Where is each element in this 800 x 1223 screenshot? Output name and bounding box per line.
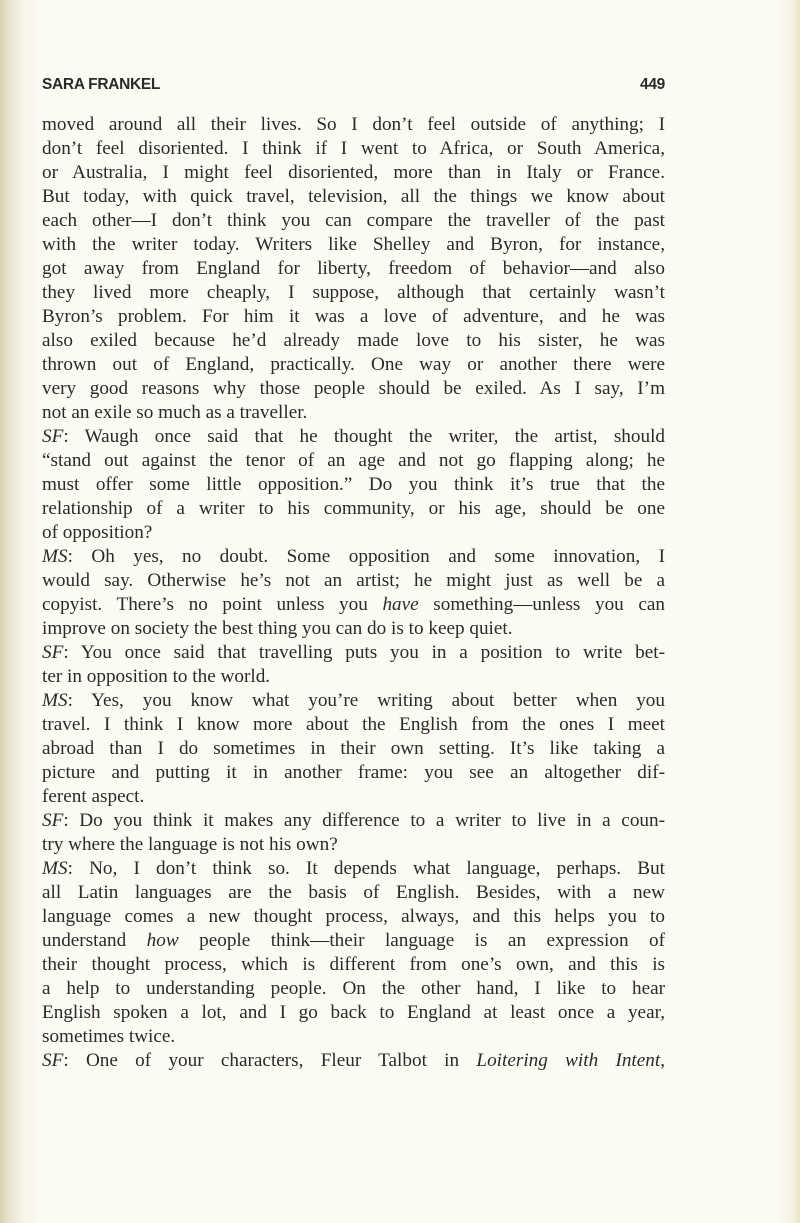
text-line	[42, 137, 665, 161]
paragraph	[42, 857, 665, 1049]
italic-text: have	[382, 594, 419, 615]
text-segment: : Do you think it makes any difference to a writer to live in a coun-	[63, 810, 665, 831]
text-segment: not an exile so much as a traveller.	[42, 402, 308, 423]
paragraph	[42, 1049, 665, 1073]
text-segment: of opposition?	[42, 522, 153, 543]
paragraph	[42, 425, 665, 545]
text-segment: picture and putting it in another frame: you see an altogether dif-	[42, 762, 665, 783]
text-segment: copyist. There’s no point unless you	[42, 594, 383, 615]
page-number: 449	[640, 76, 665, 93]
text-line	[42, 305, 665, 329]
text-segment: all Latin languages are the basis of English. Besides, with a new	[42, 882, 665, 903]
text-line	[42, 1001, 665, 1025]
italic-text: SF	[42, 426, 64, 447]
text-segment: But today, with quick travel, television, all the things we know about	[42, 186, 665, 207]
text-segment: relationship of a writer to his community, or his age, should be one	[42, 498, 665, 519]
text-line	[42, 761, 665, 785]
paragraph	[42, 641, 665, 689]
text-segment: : Yes, you know what you’re writing about better when you	[67, 690, 665, 711]
text-segment: : One of your characters, Fleur Talbot in	[63, 1050, 477, 1071]
text-segment: travel. I think I know more about the English from the ones I meet	[42, 714, 665, 735]
text-line	[42, 497, 665, 521]
text-segment: sometimes twice.	[42, 1026, 176, 1047]
text-line	[42, 857, 665, 881]
text-line	[42, 641, 665, 665]
text-line	[42, 185, 665, 209]
text-segment: “stand out against the tenor of an age and not go flapping along; he	[42, 450, 665, 471]
text-segment: got away from England for liberty, freedom of behavior—and also	[42, 258, 665, 279]
text-segment: people think—their language is an expression of	[178, 930, 665, 951]
text-line	[42, 905, 665, 929]
text-segment: with the writer today. Writers like Shelley and Byron, for instance,	[42, 234, 665, 255]
text-segment: : You once said that travelling puts you in a position to write bet-	[63, 642, 665, 663]
text-segment: their thought process, which is different from one’s own, and this is	[42, 954, 665, 975]
italic-text: SF	[42, 642, 64, 663]
italic-text: SF	[42, 1050, 64, 1071]
text-segment: don’t feel disoriented. I think if I went to Africa, or South America,	[42, 138, 665, 159]
text-segment: each other—I don’t think you can compare the traveller of the past	[42, 210, 665, 231]
text-segment: understand	[42, 930, 147, 951]
italic-text: Loitering with Intent	[476, 1050, 661, 1071]
text-line	[42, 833, 665, 857]
text-line	[42, 593, 665, 617]
text-line	[42, 1049, 665, 1073]
text-line	[42, 737, 665, 761]
text-line	[42, 209, 665, 233]
text-segment: a help to understanding people. On the other hand, I like to hear	[42, 978, 665, 999]
text-segment: improve on society the best thing you can do is to keep quiet.	[42, 618, 513, 639]
text-line	[42, 809, 665, 833]
text-segment: language comes a new thought process, always, and this helps you to	[42, 906, 665, 927]
italic-text: MS	[42, 546, 68, 567]
text-segment: : Oh yes, no doubt. Some opposition and some innovation, I	[67, 546, 665, 567]
text-segment: also exiled because he’d already made love to his sister, he was	[42, 330, 665, 351]
text-segment: they lived more cheaply, I suppose, although that certainly wasn’t	[42, 282, 665, 303]
text-line	[42, 233, 665, 257]
text-line	[42, 689, 665, 713]
interview-text	[42, 113, 665, 1073]
text-segment: thrown out of England, practically. One way or another there were	[42, 354, 665, 375]
text-line	[42, 449, 665, 473]
text-segment: try where the language is not his own?	[42, 834, 338, 855]
text-line	[42, 713, 665, 737]
text-line	[42, 113, 665, 137]
page-edge-shadow	[778, 0, 800, 1223]
italic-text: MS	[42, 858, 68, 879]
text-segment: very good reasons why those people should be exiled. As I say, I’m	[42, 378, 665, 399]
paragraph	[42, 545, 665, 641]
text-segment: English spoken a lot, and I go back to England at least once a year,	[42, 1002, 665, 1023]
text-line	[42, 1025, 665, 1049]
text-line	[42, 953, 665, 977]
text-line	[42, 161, 665, 185]
text-segment: : Waugh once said that he thought the writer, the artist, should	[63, 426, 665, 447]
text-line	[42, 257, 665, 281]
text-segment: abroad than I do sometimes in their own setting. It’s like taking a	[42, 738, 665, 759]
text-line	[42, 881, 665, 905]
text-line	[42, 929, 665, 953]
text-line	[42, 977, 665, 1001]
text-line	[42, 473, 665, 497]
italic-text: how	[146, 930, 179, 951]
text-line	[42, 521, 665, 545]
paragraph	[42, 113, 665, 425]
italic-text: MS	[42, 690, 68, 711]
text-line	[42, 545, 665, 569]
text-segment: : No, I don’t think so. It depends what language, perhaps. But	[67, 858, 665, 879]
text-segment: Byron’s problem. For him it was a love of adventure, and he was	[42, 306, 665, 327]
text-line	[42, 353, 665, 377]
running-head-author: SARA FRANKEL	[42, 76, 161, 93]
text-segment: ,	[660, 1050, 665, 1071]
text-line	[42, 569, 665, 593]
text-line	[42, 425, 665, 449]
text-segment: something—unless you can	[418, 594, 665, 615]
text-line	[42, 401, 665, 425]
text-segment: must offer some little opposition.” Do you think it’s true that the	[42, 474, 665, 495]
text-line	[42, 281, 665, 305]
text-line	[42, 377, 665, 401]
paragraph	[42, 689, 665, 809]
text-line	[42, 785, 665, 809]
text-segment: ter in opposition to the world.	[42, 666, 271, 687]
text-segment: would say. Otherwise he’s not an artist; he might just as well be a	[42, 570, 665, 591]
text-line	[42, 329, 665, 353]
paragraph	[42, 809, 665, 857]
text-segment: moved around all their lives. So I don’t feel outside of anything; I	[42, 114, 665, 135]
running-header	[42, 76, 665, 96]
text-segment: ferent aspect.	[42, 786, 145, 807]
text-line	[42, 617, 665, 641]
italic-text: SF	[42, 810, 64, 831]
text-line	[42, 665, 665, 689]
text-segment: or Australia, I might feel disoriented, more than in Italy or France.	[42, 162, 665, 183]
page-binding-shadow	[0, 0, 40, 1223]
